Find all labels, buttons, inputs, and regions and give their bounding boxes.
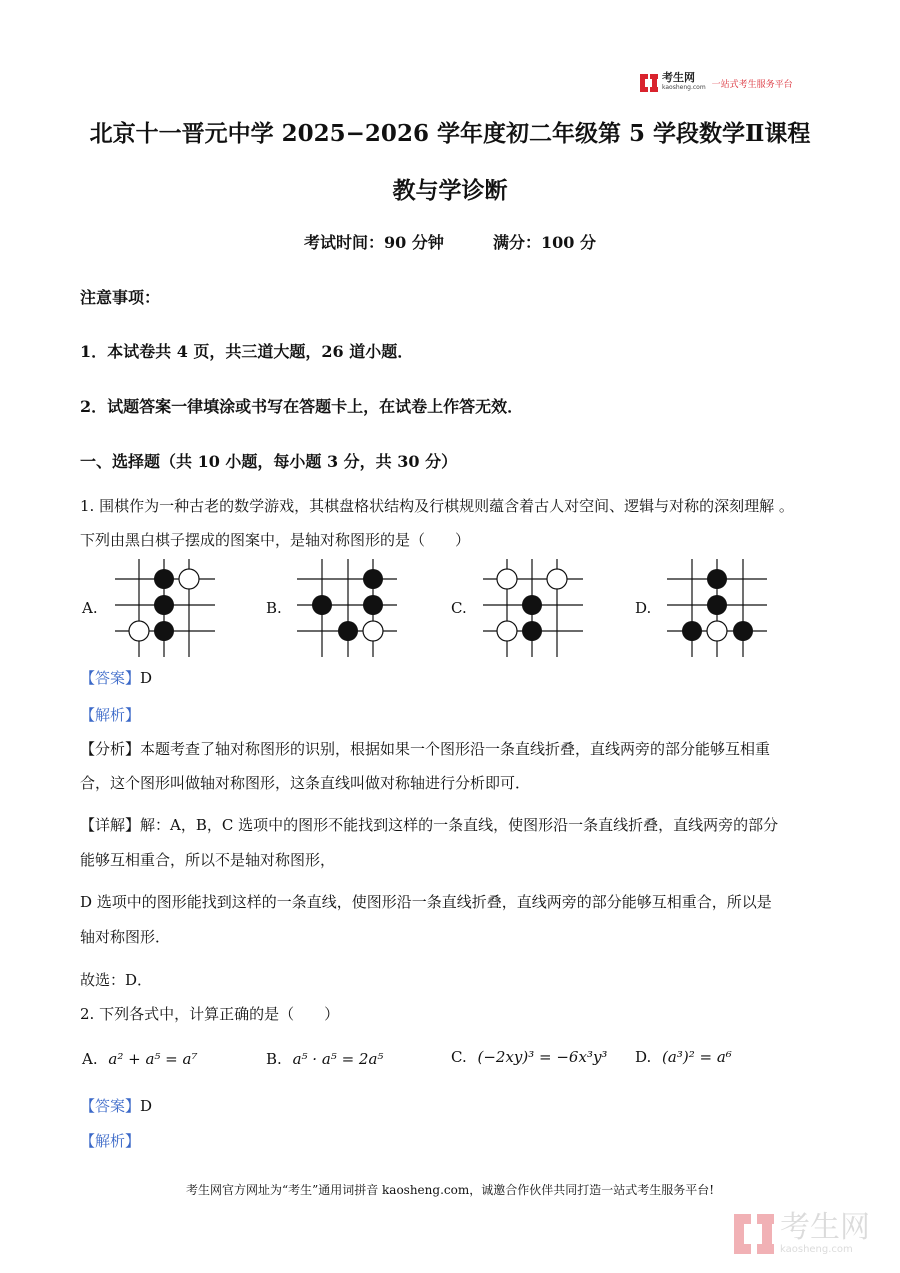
black-stone — [733, 621, 753, 641]
q1-stem-line2: 下列由黑白棋子摆成的图案中，是轴对称图形的是（ ） — [80, 531, 471, 549]
q2-option-b-expr: a⁵ · a⁵ = 2a⁵ — [292, 1050, 384, 1068]
q2-option-a — [82, 1050, 197, 1068]
notes-item-2: 2．试题答案一律填涂或书写在答题卡上，在试卷上作答无效． — [80, 397, 524, 416]
q1-analysis-tag: 【解析】 — [80, 706, 141, 724]
q2-option-d-expr: (a³)² = a⁶ — [662, 1048, 732, 1066]
q1-fenxi-line1 — [80, 739, 820, 759]
black-stone — [312, 595, 332, 615]
watermark-domain: kaosheng.com — [780, 1244, 853, 1255]
black-stone — [682, 621, 702, 641]
q2-option-c-label: C. — [451, 1048, 467, 1066]
q1-option-b-label: B. — [266, 599, 282, 617]
exam-score: 满分：100 分 — [493, 233, 596, 252]
black-stone — [154, 621, 174, 641]
q2-analysis-tag: 【解析】 — [80, 1132, 141, 1150]
black-stone — [707, 569, 727, 589]
notes-heading: 注意事项： — [80, 288, 161, 307]
fenxi-text: 本题考查了轴对称图形的识别，根据如果一个图形沿一条直线折叠，直线两旁的部分能够互相重 — [140, 740, 771, 758]
q1-option-a-label: A. — [82, 599, 98, 617]
q1-option-d-diagram — [662, 557, 772, 662]
section-heading: 一、选择题（共 10 小题，每小题 3 分，共 30 分） — [80, 452, 458, 471]
q2-option-b — [266, 1050, 383, 1068]
answer-value: D — [140, 1097, 153, 1115]
q2-option-d — [635, 1048, 732, 1066]
black-stone — [154, 595, 174, 615]
q1-option-c-label: C. — [451, 599, 467, 617]
answer-tag: 【答案】 — [80, 1097, 141, 1115]
black-stone — [363, 595, 383, 615]
kaosheng-logo-icon — [640, 74, 658, 92]
black-stone — [522, 621, 542, 641]
black-stone — [707, 595, 727, 615]
q2-option-c — [451, 1048, 607, 1066]
q1-option-a-diagram — [110, 557, 220, 662]
q1-conclusion: 故选：D． — [80, 971, 153, 989]
page-title-line1: 北京十一晋元中学 2025−2026 学年度初二年级第 5 学段数学Ⅱ课程 — [89, 120, 811, 147]
header-logo — [640, 72, 793, 94]
answer-value: D — [140, 669, 153, 687]
logo-domain: kaosheng.com — [662, 84, 706, 91]
q2-option-a-label: A. — [82, 1050, 98, 1068]
exam-info — [0, 230, 900, 253]
kaosheng-watermark-icon — [734, 1214, 774, 1254]
white-stone — [129, 621, 149, 641]
exam-time: 考试时间：90 分钟 — [304, 233, 444, 252]
q1-fenxi-line2: 合，这个图形叫做轴对称图形，这条直线叫做对称轴进行分析即可． — [80, 774, 531, 792]
watermark — [734, 1212, 870, 1255]
white-stone — [179, 569, 199, 589]
q2-option-d-label: D. — [635, 1048, 652, 1066]
xiangjie-text: 解：A，B，C 选项中的图形不能找到这样的一条直线，使图形沿一条直线折叠，直线两旁的部分 — [140, 816, 779, 834]
q1-xiangjie-line4: 轴对称图形． — [80, 928, 171, 946]
logo-name: 考生网 — [662, 71, 695, 84]
q1-xiangjie-line2: 能够互相重合，所以不是轴对称图形， — [80, 851, 336, 869]
black-stone — [338, 621, 358, 641]
white-stone — [363, 621, 383, 641]
white-stone — [547, 569, 567, 589]
answer-tag: 【答案】 — [80, 669, 141, 687]
q1-option-c-diagram — [478, 557, 588, 662]
xiangjie-tag: 【详解】 — [80, 816, 141, 834]
black-stone — [363, 569, 383, 589]
black-stone — [154, 569, 174, 589]
logo-slogan: 一站式考生服务平台 — [711, 79, 793, 90]
watermark-name: 考生网 — [780, 1210, 870, 1245]
notes-item-1: 1．本试卷共 4 页，共三道大题，26 道小题． — [80, 342, 414, 361]
q1-option-b-diagram — [292, 557, 402, 662]
white-stone — [707, 621, 727, 641]
q2-option-a-expr: a² + a⁵ = a⁷ — [108, 1050, 198, 1068]
q1-answer — [80, 668, 820, 688]
q1-xiangjie-line1 — [80, 815, 820, 835]
q2-option-c-expr: (−2xy)³ = −6x³y³ — [477, 1048, 608, 1066]
page-title-line2: 教与学诊断 — [392, 177, 508, 204]
page-footer: 考生网官方网址为“考生”通用词拼音 kaosheng.com，诚邀合作伙伴共同打造一站式考生服务平台! — [185, 1183, 715, 1197]
q1-stem-line1: 1. 围棋作为一种古老的数学游戏，其棋盘格状结构及行棋规则蕴含着古人对空间、逻辑与对称的深刻理解 。 — [80, 497, 794, 515]
q1-option-d-label: D. — [635, 599, 652, 617]
q2-option-b-label: B. — [266, 1050, 282, 1068]
black-stone — [522, 595, 542, 615]
white-stone — [497, 569, 517, 589]
q2-answer — [80, 1096, 820, 1116]
q1-xiangjie-line3: D 选项中的图形能找到这样的一条直线，使图形沿一条直线折叠，直线两旁的部分能够互相重合，所以是 — [80, 893, 772, 911]
fenxi-tag: 【分析】 — [80, 740, 141, 758]
white-stone — [497, 621, 517, 641]
q2-stem: 2. 下列各式中，计算正确的是（ ） — [80, 1005, 340, 1023]
